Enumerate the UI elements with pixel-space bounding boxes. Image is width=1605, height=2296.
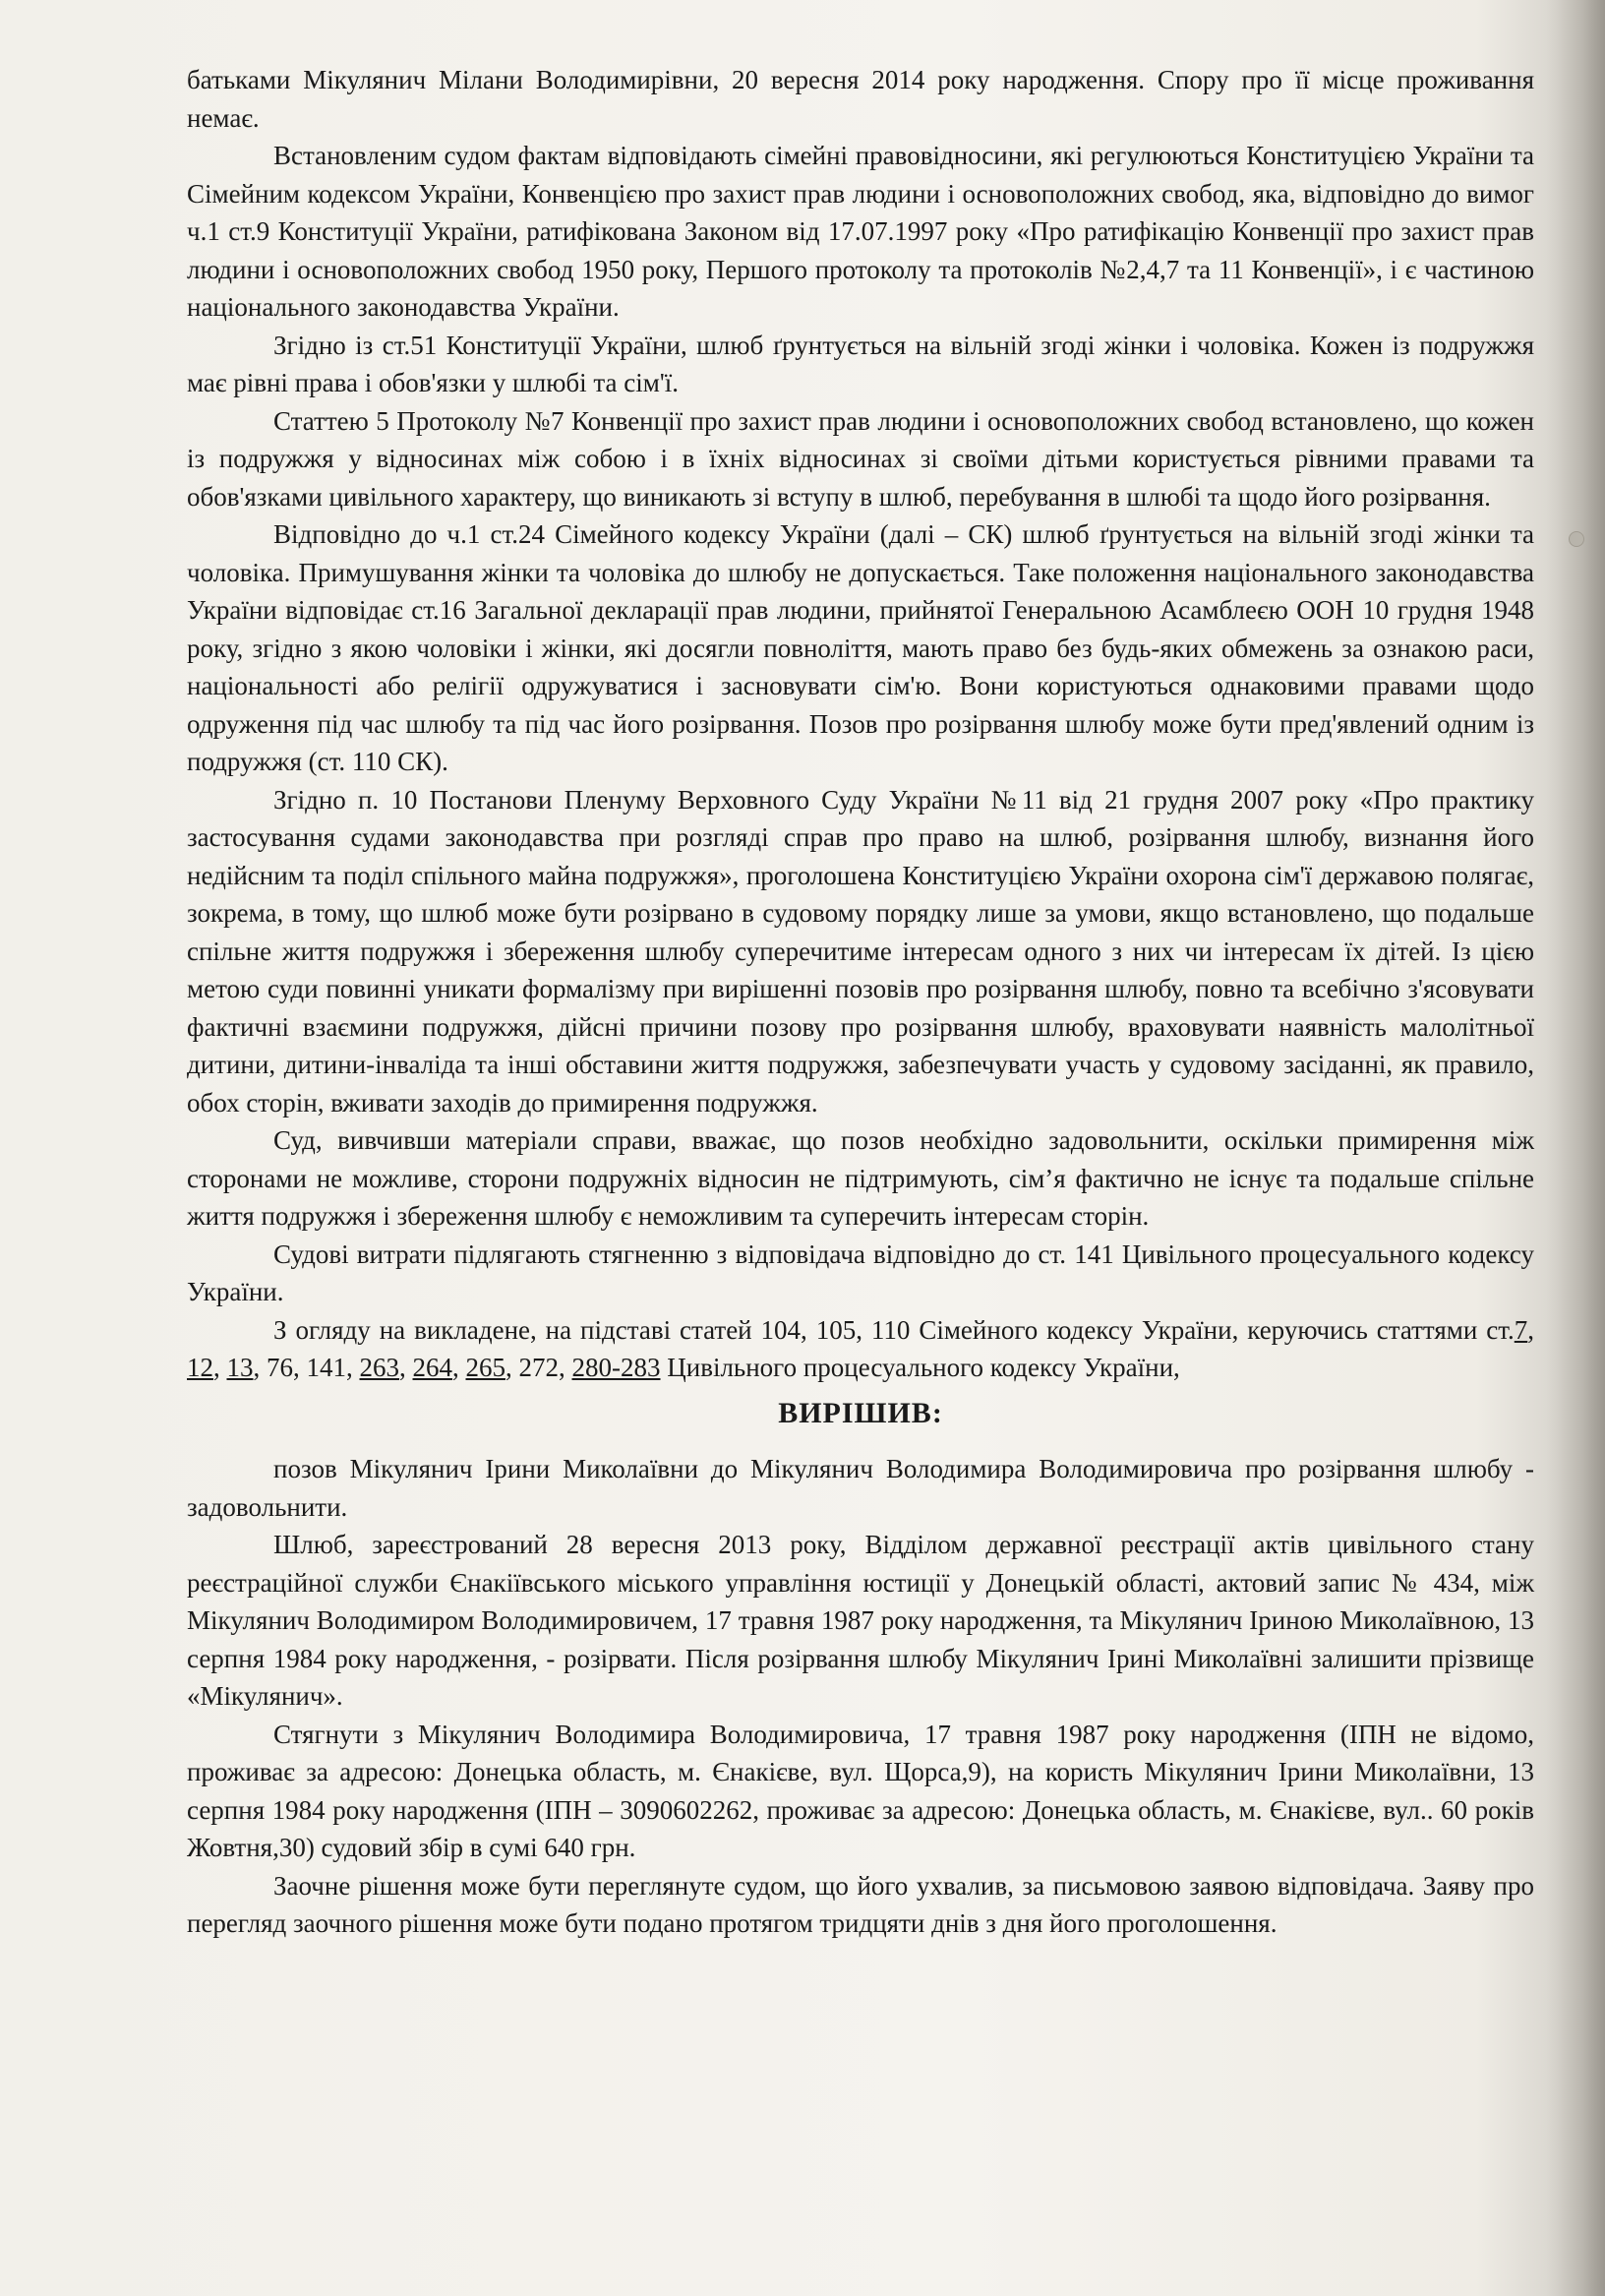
legal-basis-paragraph [187, 1311, 1534, 1387]
paragraph: батьками Мікулянич Мілани Володимирівни, 20 вересня 2014 року народження. Спору про її місце проживання немає. [187, 65, 1534, 133]
separator: , [452, 1353, 466, 1382]
article-link: 280-283 [571, 1353, 661, 1382]
separator: , [1527, 1314, 1534, 1345]
decision-title: ВИРІШИВ: [778, 1396, 943, 1429]
paragraph: Статтею 5 Протоколу №7 Конвенції про захист прав людини і основоположних свобод встановлено, що кожен із подружжя у відносинах між собою і в їхніх відносинах зі своїми дітьми користується рівними правами та обов'язками цивільного характеру, що виникають зі вступу в шлюб, перебування в шлюбі та щодо його розірвання. [187, 405, 1534, 512]
separator: , 272, [505, 1353, 572, 1382]
paragraph: Відповідно до ч.1 ст.24 Сімейного кодексу України (далі – СК) шлюб ґрунтується на вільній згоді жінки та чоловіка. Примушування жінки та чоловіка до шлюбу не допускається. Таке положення національного законодавства України відповідає ст.16 Загальної декларації прав людини, прийнятої Генеральною Асамблеєю ООН 10 грудня 1948 року, згідно з якою чоловіки і жінки, які досягли повноліття, мають право без будь-яких обмежень за ознакою раси, національності або релігії одружуватися і засновувати сім'ю. Вони користуються однаковими правами щодо одруження під час шлюбу та під час його розірвання. Позов про розірвання шлюбу може бути пред'явлений одним із подружжя (ст. 110 СК). [187, 519, 1534, 776]
paragraph: Згідно п. 10 Постанови Пленуму Верховного Суду України №11 від 21 грудня 2007 року «Про практику застосування судами законодавства при розгляді справ про право на шлюб, розірвання шлюбу, визнання його недійсним та поділ спільного майна подружжя», проголошена Конституцією України охорона сім'ї державою полягає, зокрема, в тому, що шлюб може бути розірвано в судовому порядку лише за умови, якщо встановлено, що подальше спільне життя подружжя і збереження шлюбу суперечитиме інтересам одного з них чи інтересам їх дітей. Із цією метою суди повинні уникати формалізму при вирішенні позовів про розірвання шлюбу, повно та всебічно з'ясовувати фактичні взаємини подружжя, дійсні причини позову про розірвання шлюбу, враховувати наявність малолітньої дитини, дитини-інваліда та інші обставини життя подружжя, забезпечувати участь у судовому засіданні, як правило, обох сторін, вживати заходів до примирення подружжя. [187, 784, 1534, 1118]
page-fold-shadow [1546, 0, 1605, 2296]
legal-basis-suffix: Цивільного процесуального кодексу України, [660, 1353, 1180, 1382]
decision-paragraph: Шлюб, зареєстрований 28 вересня 2013 року, Відділом державної реєстрації актів цивільного стану реєстраційної служби Єнакіївського міського управління юстиції у Донецькій області, актовий запис № 434, між Мікулянич Володимиром Володимировичем, 17 травня 1987 року народження, та Мікулянич Іриною Миколаївною, 13 серпня 1984 року народження, - розірвати. Після розірвання шлюбу Мікулянич Ірині Миколаївні залишити прізвище «Мікулянич». [187, 1530, 1534, 1711]
decision-paragraph: Заочне рішення може бути переглянуте судом, що його ухвалив, за письмовою заявою відповідача. Заяву про перегляд заочного рішення може бути подано протягом тридцяти днів з дня його проголошення. [187, 1870, 1534, 1938]
paragraph: Встановленим судом фактам відповідають сімейні правовідносини, які регулюються Конституцією України та Сімейним кодексом України, Конвенцією про захист прав людини і основоположних свобод, яка, відповідно до вимог ч.1 ст.9 Конституції України, ратифікована Законом від 17.07.1997 року «Про ратифікацію Конвенції про захист прав людини і основоположних свобод 1950 року, Першого протоколу та протоколів №2,4,7 та 11 Конвенції», і є частиною національного законодавства України. [187, 141, 1534, 322]
article-link: 7 [1514, 1314, 1528, 1345]
paragraph: Суд, вивчивши матеріали справи, вважає, що позов необхідно задовольнити, оскільки примирення між сторонами не можливе, сторони подружніх відносин не підтримують, сім’я фактично не існує та подальше спільне життя подружжя і збереження шлюбу є неможливим та суперечить інтересам сторін. [187, 1125, 1534, 1231]
article-link: 265 [465, 1353, 505, 1382]
separator: , 76, 141, [253, 1353, 360, 1382]
paragraph: Судові витрати підлягають стягненню з відповідача відповідно до ст. 141 Цивільного процесуального кодексу України. [187, 1239, 1534, 1306]
legal-basis-prefix: З огляду на викладене, на підставі статей 104, 105, 110 Сімейного кодексу України, керуючись статтями ст. [273, 1314, 1515, 1345]
article-link: 264 [412, 1353, 452, 1382]
separator: , [213, 1353, 227, 1382]
article-link: 13 [226, 1353, 254, 1382]
decision-paragraph: Стягнути з Мікулянич Володимира Володимировича, 17 травня 1987 року народження (ІПН не відомо, проживає за адресою: Донецька область, м. Єнакієве, вул. Щорса,9), на користь Мікулянич Ірини Миколаївни, 13 серпня 1984 року народження (ІПН – 3090602262, проживає за адресою: Донецька область, м. Єнакієве, вул.. 60 років Жовтня,30) судовий збір в сумі 640 грн. [187, 1719, 1534, 1862]
article-link: 12 [187, 1353, 213, 1382]
decision-paragraph: позов Мікулянич Ірини Миколаївни до Мікулянич Володимира Володимировича про розірвання шлюбу - задовольнити. [187, 1454, 1534, 1522]
binding-hole [1569, 531, 1584, 547]
article-link: 263 [359, 1353, 399, 1382]
separator: , [399, 1353, 413, 1382]
paragraph: Згідно із ст.51 Конституції України, шлюб ґрунтується на вільній згоді жінки і чоловіка. Кожен із подружжя має рівні права і обов'язки у шлюбі та сім'ї. [187, 330, 1534, 397]
document-body [187, 61, 1534, 1943]
